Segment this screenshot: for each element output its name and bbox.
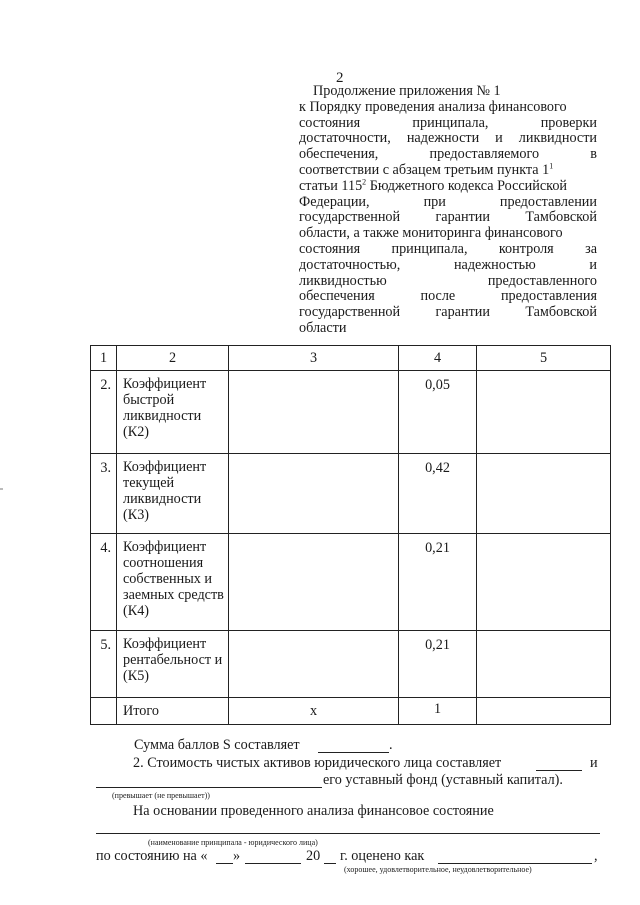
column-header: 3 — [229, 346, 399, 371]
indicator-value: 0,21 — [399, 631, 477, 698]
column-header: 5 — [477, 346, 611, 371]
year-prefix: 20 — [306, 848, 321, 864]
appendix-header — [299, 84, 597, 337]
cell-col3 — [229, 631, 399, 698]
day-blank[interactable] — [216, 863, 233, 864]
header-line — [299, 163, 597, 179]
superscript: 1 — [549, 161, 554, 171]
assessment-text: г. оценено как — [340, 848, 425, 864]
assets-and: и — [590, 755, 598, 771]
header-line: государственной гарантии Тамбовской — [299, 209, 597, 226]
month-blank[interactable] — [245, 863, 301, 864]
total-value: 1 — [399, 698, 477, 725]
cell-col5 — [477, 631, 611, 698]
assets-text: 2. Стоимость чистых активов юридического лица составляет — [133, 755, 502, 771]
column-header: 1 — [91, 346, 117, 371]
total-col3: х — [229, 698, 399, 725]
charter-fund-text: его уставный фонд (уставный капитал). — [323, 772, 563, 788]
indicator-name: Коэффициент рентабельност и (К5) — [117, 631, 229, 698]
header-line: достаточности, надежности и ликвидности — [299, 130, 597, 147]
assessment-hint: (хорошее, удовлетворительное, неудовлетворительное) — [344, 865, 532, 874]
table-row — [91, 631, 611, 698]
sum-period: . — [389, 737, 393, 753]
column-header: 2 — [117, 346, 229, 371]
cell-col3 — [229, 534, 399, 631]
header-line: области, а также мониторинга финансового — [299, 225, 563, 242]
row-number: 3. — [91, 454, 117, 534]
cell-col3 — [229, 371, 399, 454]
indicator-value: 0,05 — [399, 371, 477, 454]
cell-col3 — [229, 454, 399, 534]
column-header: 4 — [399, 346, 477, 371]
cell-col5 — [477, 454, 611, 534]
cell-col5 — [477, 371, 611, 454]
row-number: 2. — [91, 371, 117, 454]
principal-name-hint: (наименование принципала - юридического лица) — [148, 838, 318, 847]
header-line: государственной гарантии Тамбовской — [299, 304, 597, 321]
date-prefix: по состоянию на « — [96, 848, 208, 864]
superscript: 2 — [362, 177, 367, 187]
indicators-table — [90, 345, 611, 725]
row-number — [91, 698, 117, 725]
header-line-text: соответствии с абзацем третьим пункта 1 — [299, 161, 550, 178]
table-row — [91, 534, 611, 631]
header-line: Федерации, при предоставлении — [299, 193, 597, 210]
header-line-text: Бюджетного кодекса Российской — [366, 177, 568, 194]
total-col5 — [477, 698, 611, 725]
basis-text: На основании проведенного анализа финансовое состояние — [133, 803, 494, 819]
date-comma: , — [594, 848, 598, 864]
header-line: к Порядку проведения анализа финансового — [299, 98, 567, 115]
scan-mark — [0, 488, 3, 490]
header-line: обеспечения, предоставляемого в — [299, 146, 597, 163]
indicator-value: 0,21 — [399, 534, 477, 631]
header-line: ликвидностью предоставленного — [299, 272, 597, 289]
assets-blank[interactable] — [536, 770, 582, 771]
table-row — [91, 454, 611, 534]
excess-blank[interactable] — [96, 787, 322, 788]
header-line: обеспечения после предоставления — [299, 288, 597, 305]
header-line: области — [299, 319, 347, 336]
indicator-name: Коэффициент текущей ликвидности (К3) — [117, 454, 229, 534]
excess-hint: (превышает (не превышает)) — [112, 791, 210, 800]
sum-blank[interactable] — [318, 752, 389, 753]
header-line: Продолжение приложения № 1 — [313, 83, 501, 99]
table-total-row — [91, 698, 611, 725]
indicator-value: 0,42 — [399, 454, 477, 534]
year-blank[interactable] — [324, 863, 336, 864]
header-line — [299, 179, 597, 195]
sum-label: Сумма баллов S составляет — [134, 737, 300, 753]
row-number: 5. — [91, 631, 117, 698]
header-line: состояния принципала, проверки — [299, 114, 597, 131]
header-line: состояния принципала, контроля за — [299, 240, 597, 257]
date-close-quote: » — [233, 848, 241, 864]
principal-name-blank[interactable] — [96, 833, 600, 834]
page-number: 2 — [336, 70, 344, 86]
header-line: достаточностью, надежностью и — [299, 256, 597, 273]
table-row — [91, 371, 611, 454]
indicator-name: Коэффициент быстрой ликвидности (К2) — [117, 371, 229, 454]
table-header-row — [91, 346, 611, 371]
total-label: Итого — [117, 698, 229, 725]
row-number: 4. — [91, 534, 117, 631]
cell-col5 — [477, 534, 611, 631]
indicator-name: Коэффициент соотношения собственных и заемных средств (К4) — [117, 534, 229, 631]
header-line-text: статьи 115 — [299, 177, 363, 194]
assessment-blank[interactable] — [438, 863, 592, 864]
